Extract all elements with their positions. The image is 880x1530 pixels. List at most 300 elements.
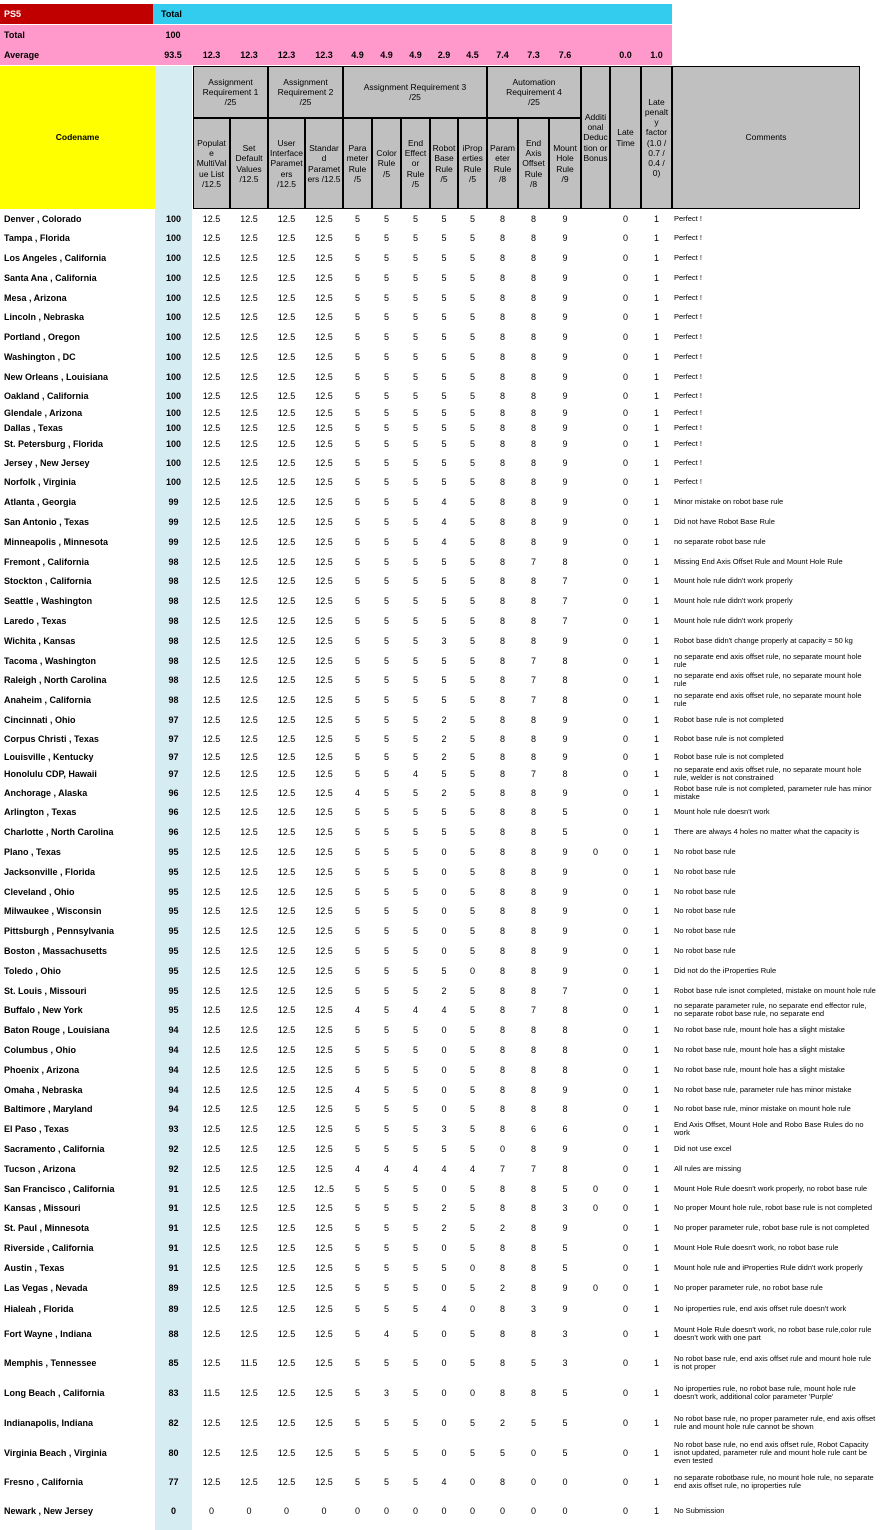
score-cell: 8 [530, 292, 536, 303]
header-line: /25 [224, 97, 237, 107]
score-cell: 5 [383, 372, 389, 382]
score-cell: 12.5 [277, 517, 296, 527]
score-cell: 12.5 [315, 946, 333, 956]
score-cell: 12.5 [277, 1282, 296, 1293]
score-cell: 1 [653, 1263, 659, 1273]
header-line: /5 [468, 173, 477, 184]
score-cell: 9 [562, 273, 568, 283]
score-cell: 2 [441, 985, 447, 996]
total-score-cell: 95 [168, 926, 179, 936]
score-cell: 8 [562, 695, 568, 705]
score-cell: 5 [441, 596, 447, 606]
score-cell: 8 [530, 332, 536, 342]
average-value: 12.3 [315, 50, 333, 60]
score-cell: 5 [469, 576, 475, 586]
table-row [0, 783, 880, 802]
comment-cell: Robot base rule is not completed, parameter rule has minor mistake [674, 783, 872, 801]
score-cell: 1 [653, 787, 659, 798]
score-cell [581, 1258, 610, 1278]
score-cell: 5 [469, 715, 475, 725]
score-cell [581, 472, 610, 492]
score-cell: 8 [499, 636, 505, 646]
score-cell: 5 [383, 1104, 389, 1114]
score-cell: 12.5 [315, 233, 333, 243]
score-cell: 7 [530, 1005, 536, 1015]
score-cell: 12.5 [277, 292, 296, 303]
score-cell: 1 [653, 1328, 659, 1339]
score-cell: 5 [354, 1144, 360, 1154]
score-cell: 5 [354, 847, 360, 857]
score-cell: 12.5 [315, 655, 333, 666]
score-cell: 0 [622, 372, 628, 382]
score-cell: 12..5 [313, 1183, 335, 1194]
codename-cell: Charlotte , North Carolina [4, 827, 114, 837]
table-row [0, 710, 880, 730]
score-cell: 12.5 [277, 616, 296, 626]
score-cell: 3 [562, 1328, 568, 1339]
score-cell: 12.5 [315, 966, 333, 976]
score-cell: 5 [354, 636, 360, 646]
score-cell: 12.5 [315, 407, 333, 418]
table-row [0, 921, 880, 941]
header-line: Offset [522, 158, 545, 169]
score-cell: 12.5 [240, 372, 258, 382]
score-cell: 12.5 [277, 213, 296, 224]
score-cell: 5 [469, 1243, 475, 1253]
score-cell: 12.5 [202, 1183, 221, 1194]
score-cell: 5 [383, 751, 389, 762]
score-cell: 1 [653, 407, 659, 418]
score-cell: 1 [653, 1357, 659, 1368]
score-cell: 5 [469, 273, 475, 283]
score-cell: 12.5 [202, 926, 221, 936]
score-cell: 12.5 [202, 1005, 221, 1015]
score-cell: 5 [354, 253, 360, 263]
score-cell: 12.5 [240, 1005, 258, 1015]
criterion-header [343, 118, 372, 209]
score-cell: 8 [499, 787, 505, 798]
codename-cell: Fresno , California [4, 1477, 84, 1487]
codename-cell: Denver , Colorado [4, 213, 82, 224]
score-cell: 12.5 [240, 312, 258, 322]
comment-cell: Robot base didn't change properly at capacity = 50 kg [674, 636, 853, 646]
score-cell: 0 [441, 1357, 447, 1368]
comment-cell: Did not use excel [674, 1144, 732, 1154]
score-cell: 5 [383, 517, 389, 527]
score-cell: 5 [469, 985, 475, 996]
score-cell: 0 [441, 1243, 447, 1253]
table-row [0, 765, 880, 783]
codename-cell: Phoenix , Arizona [4, 1065, 80, 1075]
codename-cell: El Paso , Texas [4, 1124, 69, 1134]
requirement-group-header [193, 66, 268, 118]
total-row-label: Total [4, 30, 25, 40]
codename-cell: Arlington , Texas [4, 807, 77, 817]
score-cell: 8 [499, 616, 505, 626]
codename-cell: Virginia Beach , Virginia [4, 1448, 107, 1458]
score-cell: 5 [469, 1223, 475, 1233]
criterion-header [518, 118, 549, 209]
score-cell: 4 [469, 1164, 475, 1174]
total-score-cell: 100 [165, 457, 182, 468]
score-cell: 4 [441, 537, 447, 547]
total-score-cell: 92 [168, 1164, 179, 1174]
score-cell: 5 [354, 616, 360, 626]
codename-cell: Glendale , Arizona [4, 407, 83, 418]
header-line: Requirement 2 [277, 86, 334, 97]
score-cell [581, 941, 610, 961]
total-column-header [155, 66, 192, 209]
score-cell [581, 1080, 610, 1099]
score-cell: 5 [412, 253, 418, 263]
score-cell: 12.5 [315, 422, 333, 433]
total-score-cell: 98 [168, 576, 179, 586]
score-cell: 5 [383, 1263, 389, 1273]
total-score-cell: 80 [168, 1448, 179, 1458]
score-cell: 0 [441, 946, 447, 956]
table-row [0, 1159, 880, 1179]
criterion-header [193, 118, 230, 209]
score-cell: 5 [412, 655, 418, 666]
score-cell: 1 [653, 1005, 659, 1015]
codename-cell: Wichita , Kansas [4, 636, 76, 646]
score-cell: 1 [653, 576, 659, 586]
score-cell: 0 [283, 1505, 289, 1516]
score-cell: 8 [499, 985, 505, 996]
score-cell: 12.5 [277, 1005, 296, 1015]
score-cell: 5 [562, 1243, 568, 1253]
total-score-cell: 98 [168, 556, 179, 567]
score-cell: 12.5 [277, 715, 296, 725]
score-cell: 12.5 [315, 1203, 333, 1213]
score-cell: 0 [499, 1505, 505, 1516]
score-cell: 12.5 [277, 457, 296, 468]
score-cell: 5 [412, 1388, 418, 1398]
score-cell: 0 [622, 407, 628, 418]
score-cell: 5 [441, 966, 447, 976]
score-cell: 5 [441, 695, 447, 705]
score-cell: 5 [383, 1045, 389, 1055]
score-cell: 9 [562, 537, 568, 547]
header-line: MultiVal [196, 158, 227, 169]
title-band [0, 4, 672, 24]
score-cell: 8 [499, 1124, 505, 1134]
header-line: ers [280, 168, 293, 179]
table-row [0, 1320, 880, 1347]
score-cell: 5 [469, 233, 475, 243]
header-line: /5 [411, 178, 420, 189]
score-cell: 12.5 [277, 407, 296, 418]
score-cell: 5 [412, 1084, 418, 1095]
comment-cell: There are always 4 holes no matter what the capacity is [674, 827, 860, 837]
score-cell [581, 1408, 610, 1438]
table-row [0, 420, 880, 435]
codename-cell: Louisville , Kentucky [4, 751, 94, 762]
header-line: End [407, 138, 424, 149]
score-cell: 7 [562, 576, 568, 586]
header-line: Hole [556, 153, 574, 164]
score-cell: 0 [622, 253, 628, 263]
total-score-cell: 94 [168, 1104, 179, 1114]
score-cell: 12.5 [240, 1243, 258, 1253]
score-cell: 12.5 [315, 556, 333, 567]
comment-cell: No robot base rule [674, 906, 736, 916]
score-cell: 0 [622, 926, 628, 936]
score-cell: 8 [562, 675, 568, 685]
score-cell: 12.5 [240, 422, 258, 433]
score-cell: 12.5 [202, 233, 221, 243]
score-cell: 12.5 [202, 985, 221, 996]
score-cell: 12.5 [315, 1388, 333, 1398]
score-cell [581, 765, 610, 783]
score-cell: 12.5 [315, 1164, 333, 1174]
score-cell: 9 [562, 292, 568, 303]
score-cell [581, 710, 610, 730]
score-cell: 12.5 [240, 1263, 258, 1273]
criterion-header [458, 118, 487, 209]
score-cell: 8 [499, 886, 505, 897]
header-line: 0) [652, 167, 661, 178]
score-cell: 5 [441, 616, 447, 626]
average-value: 4.9 [351, 50, 364, 60]
score-cell: 12.5 [315, 847, 333, 857]
score-cell [581, 1099, 610, 1119]
total-score-cell: 89 [168, 1303, 179, 1314]
score-cell: 0 [441, 1025, 447, 1035]
score-cell: 12.5 [277, 253, 296, 263]
comment-cell: No robot base rule [674, 867, 736, 877]
score-cell: 5 [412, 966, 418, 976]
criterion-header [305, 118, 343, 209]
total-score-cell: 91 [168, 1243, 179, 1253]
header-line: /12.5 [239, 173, 259, 184]
total-score-cell: 82 [168, 1418, 179, 1428]
comment-cell: No robot base rule [674, 886, 736, 896]
score-cell: 8 [530, 1263, 536, 1273]
score-cell: 12.5 [240, 867, 258, 877]
comment-cell: No proper Mount hole rule, robot base rule is not completed [674, 1203, 873, 1213]
score-cell: 5 [383, 391, 389, 401]
header-line: Axis [525, 148, 542, 159]
table-row [0, 248, 880, 268]
average-value: 12.3 [277, 50, 296, 60]
comment-cell: Perfect ! [674, 273, 702, 283]
average-row-label: Average [4, 50, 40, 60]
score-cell: 12.5 [202, 292, 221, 303]
score-cell: 12.5 [315, 352, 333, 362]
score-cell: 5 [383, 1065, 389, 1075]
score-cell: 12.5 [240, 273, 258, 283]
score-cell: 12.5 [240, 636, 258, 646]
score-cell: 12.5 [240, 352, 258, 362]
codename-cell: Riverside , California [4, 1243, 94, 1253]
header-line: Late [648, 97, 665, 108]
header-line: Standar [309, 143, 339, 154]
score-cell: 12.5 [240, 847, 258, 857]
score-cell: 8 [499, 1303, 505, 1314]
score-cell: 12.5 [277, 1328, 296, 1339]
score-cell: 0 [592, 1282, 598, 1293]
score-cell: 5 [383, 966, 389, 976]
codename-cell: Toledo , Ohio [4, 966, 61, 976]
comment-cell: No robot base rule [674, 946, 736, 956]
score-cell: 0 [562, 1505, 568, 1516]
total-header: Total [153, 4, 672, 24]
score-cell: 0 [622, 517, 628, 527]
score-cell: 5 [441, 352, 447, 362]
score-cell: 0 [622, 734, 628, 744]
comment-cell: Mount hole rule didn't work properly [674, 616, 793, 626]
comment-cell: No iproperties rule, no robot base rule, mount hole rule doesn't work, additional color parameter 'Purple' [674, 1384, 856, 1401]
score-cell: 5 [469, 213, 475, 224]
score-cell: 5 [354, 372, 360, 382]
total-score-cell: 98 [168, 675, 179, 685]
score-cell: 1 [653, 332, 659, 342]
score-cell: 8 [499, 213, 505, 224]
score-cell: 0 [441, 1183, 447, 1194]
table-row [0, 802, 880, 822]
score-cell: 12.5 [277, 273, 296, 283]
score-cell: 5 [441, 477, 447, 487]
header-line: Populat [197, 138, 226, 149]
score-cell: 0 [622, 1045, 628, 1055]
score-cell: 12.5 [277, 1303, 296, 1314]
score-cell: 5 [354, 1045, 360, 1055]
score-cell: 12.5 [202, 1282, 221, 1293]
total-score-cell: 100 [165, 233, 182, 243]
score-cell: 8 [562, 1025, 568, 1035]
score-cell: 0 [622, 576, 628, 586]
score-cell: 5 [354, 906, 360, 916]
score-cell: 7 [530, 556, 536, 567]
score-cell: 1 [653, 769, 659, 779]
score-cell: 8 [562, 1164, 568, 1174]
score-cell: 12.5 [315, 1243, 333, 1253]
score-cell: 5 [383, 497, 389, 507]
score-cell: 5 [354, 233, 360, 243]
score-cell: 8 [530, 946, 536, 956]
score-cell: 5 [412, 1282, 418, 1293]
score-cell: 8 [530, 372, 536, 382]
score-cell: 8 [562, 556, 568, 567]
score-cell: 8 [530, 407, 536, 418]
score-cell: 8 [499, 695, 505, 705]
score-cell: 5 [412, 695, 418, 705]
codename-cell: San Antonio , Texas [4, 517, 90, 527]
score-cell: 9 [562, 1223, 568, 1233]
total-score-cell: 99 [168, 517, 179, 527]
score-cell [581, 631, 610, 651]
score-cell [581, 882, 610, 901]
total-row-value: 100 [165, 30, 181, 40]
score-cell: 8 [499, 1005, 505, 1015]
score-cell: 1 [653, 655, 659, 666]
average-value: 2.9 [437, 50, 451, 60]
score-cell: 8 [499, 1104, 505, 1114]
score-cell: 0 [441, 1065, 447, 1075]
score-cell: 5 [412, 1448, 418, 1458]
score-cell: 1 [653, 596, 659, 606]
score-cell: 1 [653, 1144, 659, 1154]
table-row [0, 961, 880, 981]
score-cell: 12.5 [315, 616, 333, 626]
codename-cell: Anaheim , California [4, 695, 92, 705]
comment-cell: no separate robot base rule [674, 537, 766, 547]
total-score-cell: 100 [165, 253, 182, 263]
score-cell: 5 [354, 867, 360, 877]
score-cell: 12.5 [315, 273, 333, 283]
score-cell: 0 [469, 1303, 475, 1314]
score-cell: 0 [622, 1263, 628, 1273]
score-cell: 12.5 [202, 213, 221, 224]
codename-cell: Lincoln , Nebraska [4, 312, 85, 322]
score-cell: 5 [469, 1282, 475, 1293]
comment-cell: Mount Hole Rule doesn't work, no robot base rule [674, 1243, 839, 1253]
score-cell: 5 [441, 233, 447, 243]
score-cell: 12.5 [202, 439, 221, 449]
score-cell: 5 [469, 537, 475, 547]
total-score-cell: 94 [168, 1065, 179, 1075]
score-cell: 8 [530, 517, 536, 527]
score-cell: 1 [653, 616, 659, 626]
comment-cell: Did not have Robot Base Rule [674, 517, 775, 527]
score-cell: 12.5 [240, 616, 258, 626]
score-cell: 0 [622, 1303, 628, 1314]
score-cell: 5 [383, 926, 389, 936]
score-cell: 8 [499, 655, 505, 666]
score-cell: 4 [412, 1005, 418, 1015]
score-cell: 5 [354, 946, 360, 956]
total-score-cell: 99 [168, 537, 179, 547]
score-cell: 8 [530, 1243, 536, 1253]
score-cell: 8 [499, 926, 505, 936]
score-cell: 12.5 [240, 407, 258, 418]
average-value: 1.0 [650, 50, 663, 60]
score-cell: 2 [441, 751, 447, 762]
header-line: onal [587, 122, 604, 133]
score-cell: 12.5 [277, 497, 296, 507]
score-cell: 5 [383, 439, 389, 449]
score-cell [581, 1238, 610, 1258]
score-cell: 5 [412, 1183, 418, 1194]
score-cell: 5 [383, 1448, 389, 1458]
score-cell: 5 [354, 391, 360, 401]
score-cell: 12.5 [202, 537, 221, 547]
score-cell: 7 [562, 616, 568, 626]
score-cell: 8 [499, 439, 505, 449]
score-cell [581, 921, 610, 941]
score-cell: 8 [499, 966, 505, 976]
comment-cell: No robot base rule, parameter rule has minor mistake [674, 1084, 852, 1094]
score-cell: 5 [469, 886, 475, 897]
score-cell: 0 [383, 1505, 389, 1516]
score-cell: 12.5 [202, 616, 221, 626]
score-cell: 0 [622, 1084, 628, 1095]
score-cell: 1 [653, 372, 659, 382]
score-cell: 9 [562, 636, 568, 646]
score-cell: 0 [622, 1005, 628, 1015]
score-cell: 12.5 [315, 1303, 333, 1314]
score-cell: 4 [354, 1164, 360, 1174]
score-cell: 5 [354, 497, 360, 507]
score-cell: 0 [562, 1477, 568, 1487]
comment-cell: No robot base rule, no end axis offset rule, Robot Capacity isnot updated, parameter rule and mount hole rule cant be even tested [674, 1440, 869, 1465]
score-cell: 12.5 [315, 391, 333, 401]
total-score-cell: 0 [170, 1505, 176, 1516]
ps-label: PS5 [0, 4, 153, 24]
score-cell: 12.5 [202, 675, 221, 685]
codename-header: Codename [0, 66, 155, 209]
